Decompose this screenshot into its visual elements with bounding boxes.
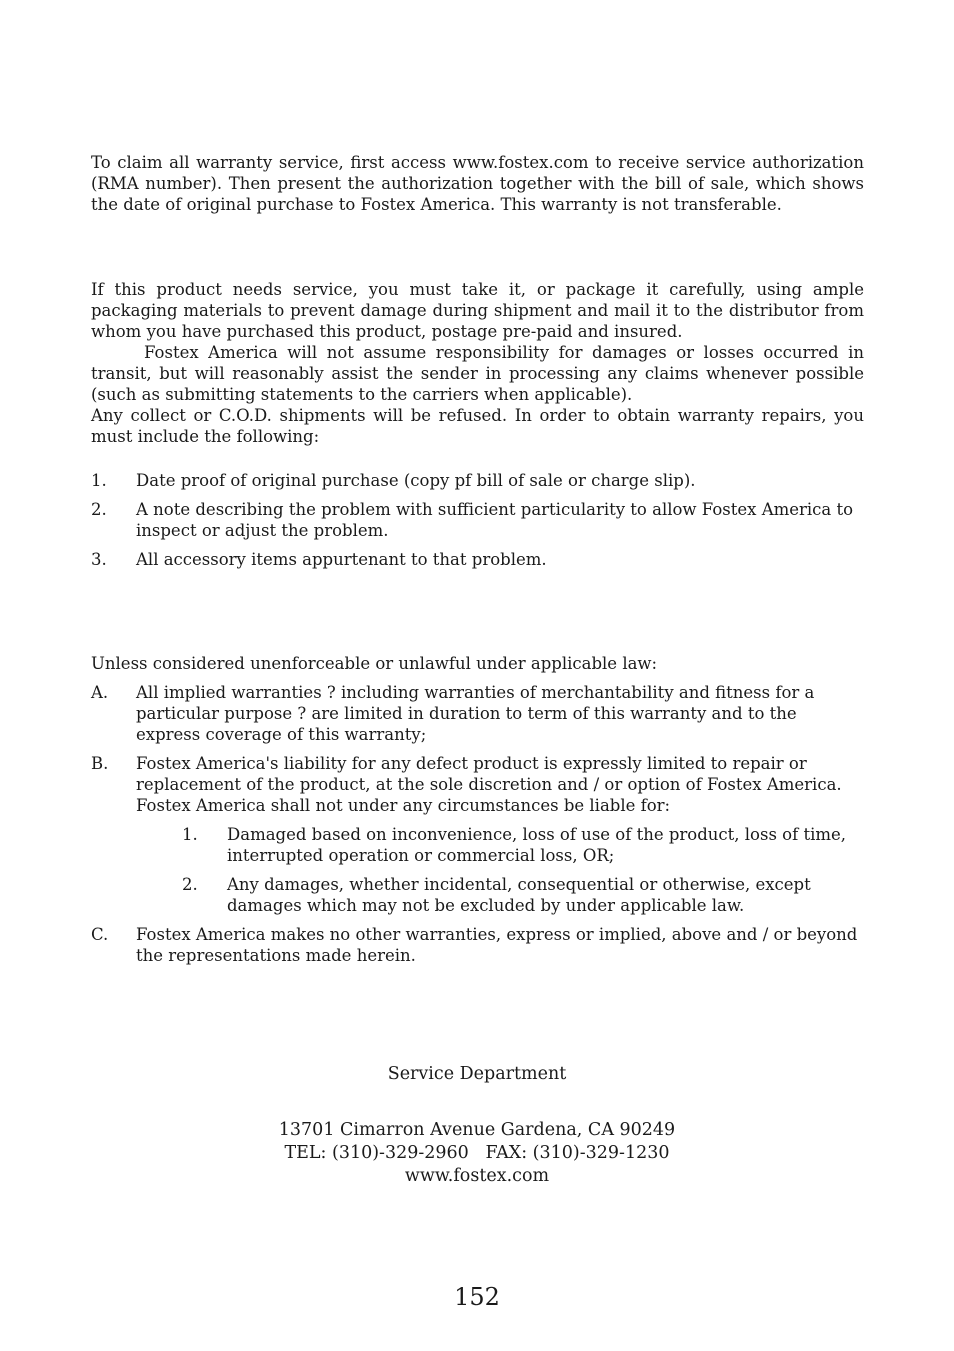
required-items-list bbox=[91, 470, 864, 570]
document-body bbox=[91, 152, 864, 974]
list-item: 2. Any damages, whether incidental, consequential or otherwise, except damages which may not be excluded by under applicable law. bbox=[182, 875, 811, 915]
contact-address: 13701 Cimarron Avenue Gardena, CA 90249 bbox=[278, 1120, 676, 1140]
page-number: 152 bbox=[454, 1283, 500, 1311]
list-item: A. All implied warranties ? including warranties of merchantability and fitness for a particular purpose ? are limited in duration to term of this warranty and to the express coverage of this warranty; bbox=[91, 683, 815, 744]
list-item: B. Fostex America's liability for any defect product is expressly limited to repair or replacement of the product, at the sole discretion and / or option of Fostex America. Fostex America shall not under any circumstances be liable for: bbox=[91, 754, 842, 815]
contact-department: Service Department bbox=[387, 1064, 567, 1084]
list-item: 2. A note describing the problem with sufficient particularity to allow Fostex America to inspect or adjust the problem. bbox=[91, 500, 854, 540]
list-item: 1. Date proof of original purchase (copy pf bill of sale or charge slip). bbox=[91, 471, 696, 490]
contact-phone-fax: TEL: (310)-329-2960 FAX: (310)-329-1230 bbox=[284, 1143, 670, 1163]
limitations-list bbox=[91, 682, 864, 966]
list-item: C. Fostex America makes no other warranties, express or implied, above and / or beyond the representations made herein. bbox=[91, 925, 858, 965]
list-item: 3. All accessory items appurtenant to that problem. bbox=[91, 550, 547, 569]
paragraph-warranty-claim: To claim all warranty service, first access www.fostex.com to receive service authorization (RMA number). Then present the authorization together with the bill of sale, which shows the date of original purchase to Fostex America. This warranty is not transferable. bbox=[91, 153, 864, 214]
paragraph-cod-refused: Any collect or C.O.D. shipments will be refused. In order to obtain warranty repairs, you must include the following: bbox=[91, 406, 864, 446]
list-item: 1. Damaged based on inconvenience, loss of use of the product, loss of time, interrupted operation or commercial loss, OR; bbox=[182, 825, 847, 865]
paragraph-service-shipping: If this product needs service, you must take it, or package it carefully, using ample packaging materials to prevent damage during shipment and mail it to the distributor from whom you have purchased this product, postage pre-paid and insured. bbox=[91, 280, 864, 341]
paragraph-transit-responsibility: Fostex America will not assume responsibility for damages or losses occurred in transit, but will reasonably assist the sender in processing any claims whenever possible (such as submitting statements to the carriers when applicable). bbox=[91, 343, 864, 404]
paragraph-limitations-intro: Unless considered unenforceable or unlawful under applicable law: bbox=[91, 654, 658, 673]
contact-website: www.fostex.com bbox=[404, 1166, 550, 1186]
